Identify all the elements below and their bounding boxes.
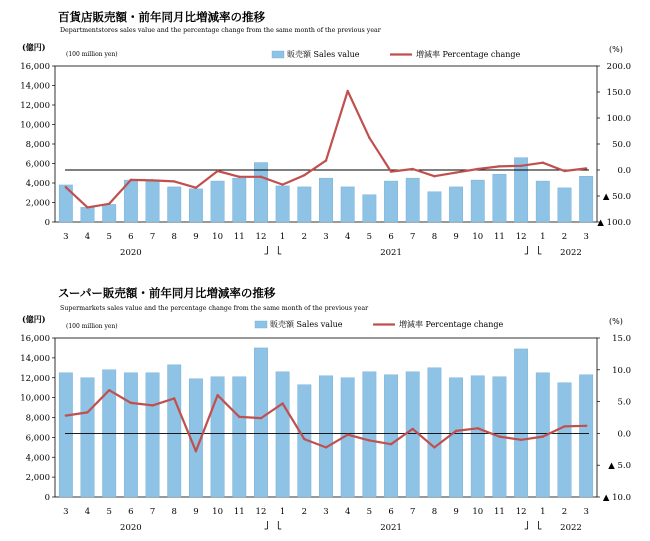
month-label: 4	[84, 507, 91, 517]
month-label: 3	[583, 507, 589, 517]
left-axis-tick-label: 4,000	[25, 179, 50, 189]
percentage-change-point	[433, 446, 435, 448]
sales-bar	[514, 349, 527, 497]
left-unit-en-label: (100 million yen)	[66, 323, 118, 330]
left-axis-tick-label: 8,000	[25, 413, 50, 424]
month-label: 5	[106, 507, 112, 517]
month-label: 5	[106, 232, 112, 242]
sales-bar	[428, 368, 441, 497]
right-axis-tick-label: 150.0	[606, 88, 631, 98]
month-label: 9	[193, 507, 199, 517]
sales-bar	[384, 375, 397, 497]
left-axis-tick-label: 12,000	[20, 373, 50, 384]
month-label: 11	[233, 507, 245, 517]
percentage-change-point	[130, 402, 132, 404]
month-label: 6	[388, 507, 394, 517]
percentage-change-point	[455, 430, 457, 432]
right-axis-tick-label: ▲ 5.0	[608, 461, 631, 472]
month-label: 2	[301, 507, 308, 517]
right-axis-tick-label: ▲ 100.0	[597, 218, 631, 228]
percentage-change-point	[520, 439, 522, 441]
month-label: 11	[233, 232, 245, 242]
percentage-change-point	[368, 439, 370, 441]
percentage-change-point	[412, 428, 414, 430]
percentage-change-point	[563, 425, 565, 427]
year-label: 2022	[560, 248, 582, 258]
percentage-change-point	[346, 433, 348, 435]
percentage-change-point	[238, 416, 240, 418]
month-label: 4	[84, 232, 91, 242]
year-label: 2021	[380, 523, 402, 533]
right-axis-tick-label: 50.0	[612, 140, 631, 150]
percentage-change-point	[303, 438, 305, 440]
sales-bar	[579, 375, 592, 497]
month-label: 6	[388, 232, 394, 242]
sales-bar	[254, 348, 267, 497]
percentage-change-point	[195, 450, 197, 452]
legend-line-label: 増減率 Percentage change	[416, 50, 521, 59]
right-axis-tick-label: 0.0	[617, 166, 631, 176]
month-label: 2	[561, 232, 568, 242]
left-axis-tick-label: 0	[44, 493, 50, 503]
sales-bar	[59, 373, 72, 497]
month-label: 5	[366, 232, 373, 242]
right-axis-tick-label: 100.0	[606, 114, 631, 124]
percentage-change-point	[173, 397, 175, 399]
month-label: 12	[255, 232, 267, 242]
percentage-change-point	[498, 435, 500, 437]
month-label: 6	[128, 507, 134, 517]
month-label: 10	[212, 232, 224, 242]
left-axis-tick-label: 10,000	[20, 393, 50, 404]
left-axis-tick-label: 4,000	[25, 453, 50, 464]
right-axis-tick-label: 0.0	[617, 429, 631, 440]
sales-bar	[276, 372, 289, 497]
right-axis-tick-label: ▲ 10.0	[602, 493, 631, 503]
sales-bar	[81, 378, 94, 497]
month-label: 1	[279, 232, 286, 242]
chart-1-subtitle: Departmentstores sales value and the percentage change from the same month of the previous year	[60, 27, 381, 34]
sales-bar	[124, 373, 137, 497]
right-unit-label: (%)	[609, 317, 623, 326]
sales-bar	[319, 376, 332, 497]
percentage-change-point	[86, 411, 88, 413]
left-axis-tick-label: 14,000	[20, 353, 50, 364]
month-label: 9	[453, 232, 459, 242]
left-axis-tick-label: 16,000	[20, 334, 50, 344]
legend-bar-swatch	[255, 321, 267, 328]
month-label: 3	[63, 507, 69, 517]
month-label: 6	[128, 232, 134, 242]
percentage-change-point	[65, 414, 67, 416]
month-label: 10	[472, 232, 484, 242]
month-label: 12	[515, 232, 527, 242]
percentage-change-point	[281, 402, 283, 404]
left-axis-tick-label: 8,000	[25, 140, 50, 150]
right-axis-tick-label: 200.0	[606, 62, 631, 72]
left-axis-tick-label: 10,000	[20, 120, 50, 131]
right-axis-tick-label: 15.0	[612, 334, 631, 344]
left-axis-tick-label: 16,000	[20, 62, 50, 72]
sales-bar	[406, 372, 419, 497]
month-label: 3	[63, 232, 69, 242]
sales-bar	[146, 373, 159, 497]
month-label: 9	[453, 507, 459, 517]
percentage-change-point	[390, 443, 392, 445]
legend-bar-label: 販売額 Sales value	[287, 50, 360, 59]
month-label: 11	[494, 507, 505, 517]
percentage-change-point	[151, 404, 153, 406]
percentage-change-point	[108, 389, 110, 391]
sales-bar	[449, 378, 462, 497]
left-unit-label: (億円)	[22, 314, 46, 324]
sales-bar	[168, 365, 181, 497]
percentage-change-point	[260, 417, 262, 419]
month-label: 2	[301, 232, 308, 242]
right-axis-tick-label: 5.0	[617, 397, 631, 408]
left-unit-en-label: (100 million yen)	[66, 51, 118, 58]
month-label: 10	[212, 507, 224, 517]
left-axis-tick-label: 6,000	[25, 159, 50, 170]
left-axis-tick-label: 2,000	[25, 473, 50, 484]
left-axis-tick-label: 6,000	[25, 433, 50, 444]
left-unit-label: (億円)	[22, 42, 46, 52]
month-label: 5	[366, 507, 373, 517]
month-label: 4	[344, 232, 351, 242]
month-label: 7	[149, 232, 156, 242]
month-label: 4	[344, 507, 351, 517]
month-label: 7	[410, 232, 416, 242]
left-axis-tick-label: 14,000	[20, 81, 50, 92]
month-label: 8	[171, 232, 177, 242]
year-label: 2021	[380, 248, 402, 258]
legend-bar-label: 販売額 Sales value	[270, 320, 343, 329]
month-label: 10	[472, 507, 484, 517]
year-label: 2020	[120, 523, 142, 533]
left-axis-tick-label: 2,000	[25, 198, 50, 209]
month-label: 3	[583, 232, 589, 242]
left-axis-tick-label: 0	[44, 218, 50, 228]
percentage-change-point	[585, 425, 587, 427]
month-label: 8	[431, 232, 438, 242]
sales-bar	[233, 377, 246, 497]
month-label: 8	[431, 507, 438, 517]
sales-bar	[471, 376, 484, 497]
year-label: 2022	[560, 523, 582, 533]
month-label: 3	[323, 232, 329, 242]
month-label: 12	[515, 507, 527, 517]
chart-2-title: スーパー販売額・前年同月比増減率の推移	[58, 286, 276, 300]
month-label: 2	[561, 507, 568, 517]
percentage-change-point	[477, 427, 479, 429]
right-axis-tick-label: ▲ 50.0	[602, 192, 631, 202]
chart-1-title: 百貨店販売額・前年同月比増減率の推移	[58, 10, 265, 24]
month-label: 1	[540, 232, 546, 242]
left-axis-tick-label: 12,000	[20, 101, 50, 111]
year-label: 2020	[120, 248, 142, 258]
month-label: 7	[410, 507, 416, 517]
month-label: 11	[494, 232, 505, 242]
month-label: 1	[279, 507, 286, 517]
month-label: 7	[149, 507, 156, 517]
right-axis-tick-label: 10.0	[612, 365, 631, 376]
month-label: 1	[540, 507, 546, 517]
month-label: 12	[255, 507, 267, 517]
percentage-change-point	[216, 394, 218, 396]
right-unit-label: (%)	[609, 45, 623, 54]
month-label: 9	[193, 232, 199, 242]
percentage-change-point	[325, 446, 327, 448]
month-label: 3	[323, 507, 329, 517]
month-label: 8	[171, 507, 177, 517]
sales-bar	[363, 372, 376, 497]
legend-line-label: 増減率 Percentage change	[399, 320, 504, 329]
chart-2-subtitle: Supermarkets sales value and the percentage change from the same month of the previous year	[60, 305, 369, 312]
percentage-change-point	[542, 435, 544, 437]
sales-bar	[558, 383, 571, 497]
